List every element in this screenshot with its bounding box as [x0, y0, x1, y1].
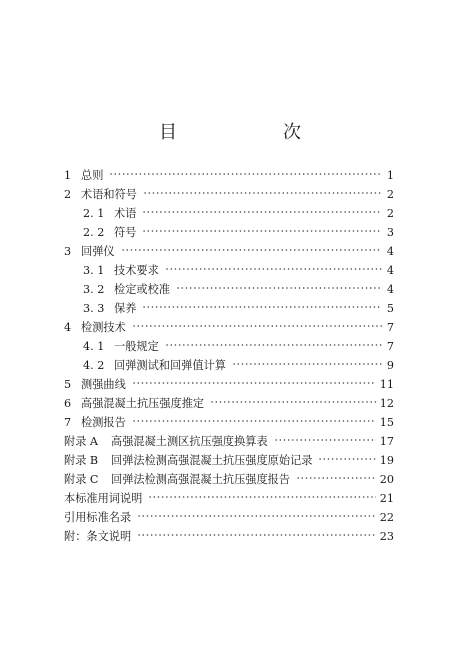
toc-entry[interactable] — [64, 413, 394, 432]
toc-entry[interactable] — [64, 489, 394, 508]
dot-leader — [121, 248, 382, 252]
page-title: 目 次 — [159, 122, 345, 143]
toc-entry-page-number: 12 — [379, 397, 394, 410]
toc-entry-page-number: 5 — [386, 302, 394, 315]
toc-entry-label: 高强混凝土抗压强度推定 — [81, 397, 205, 410]
toc-entry-number: 3. 2 — [83, 283, 105, 296]
dot-leader — [210, 400, 376, 404]
toc-entry-page-number: 19 — [379, 454, 394, 467]
toc-entry[interactable] — [64, 280, 394, 299]
table-of-contents — [64, 166, 394, 546]
toc-entry[interactable] — [64, 185, 394, 204]
toc-entry-page-number: 2 — [386, 207, 394, 220]
toc-entry-label: 总则 — [81, 169, 104, 182]
toc-entry-page-number: 4 — [386, 245, 394, 258]
toc-entry-number: 3. 3 — [83, 302, 105, 315]
toc-entry-label: 检测技术 — [81, 321, 126, 334]
toc-entry-label: 测强曲线 — [81, 378, 126, 391]
toc-entry-label: 回弹法检测高强混凝土抗压强度原始记录 — [111, 454, 313, 467]
toc-entry[interactable] — [64, 204, 394, 223]
toc-entry-label: 保养 — [114, 302, 137, 315]
toc-entry[interactable] — [64, 299, 394, 318]
toc-entry-label: 附：条文说明 — [64, 530, 132, 543]
toc-entry-page-number: 11 — [379, 378, 394, 391]
toc-entry-page-number: 4 — [386, 264, 394, 277]
toc-entry-page-number: 21 — [379, 492, 394, 505]
toc-entry-number: 1 — [64, 169, 72, 182]
dot-leader — [109, 172, 382, 176]
toc-entry-label: 回弹法检测高强混凝土抗压强度报告 — [111, 473, 291, 486]
dot-leader — [132, 419, 376, 423]
toc-entry-number: 2. 2 — [83, 226, 105, 239]
toc-entry[interactable] — [64, 470, 394, 489]
dot-leader — [232, 362, 382, 366]
toc-entry-page-number: 7 — [386, 340, 394, 353]
toc-entry-page-number: 23 — [379, 530, 394, 543]
toc-entry-number: 6 — [64, 397, 72, 410]
toc-entry-number: 3 — [64, 245, 72, 258]
toc-entry-label: 检测报告 — [81, 416, 126, 429]
dot-leader — [148, 495, 375, 499]
dot-leader — [318, 457, 375, 461]
toc-entry-number: 附录 C — [64, 473, 99, 486]
toc-entry-page-number: 17 — [379, 435, 394, 448]
toc-entry[interactable] — [64, 508, 394, 527]
toc-entry[interactable] — [64, 223, 394, 242]
toc-entry-number: 5 — [64, 378, 72, 391]
toc-entry[interactable] — [64, 242, 394, 261]
toc-entry[interactable] — [64, 261, 394, 280]
dot-leader — [137, 533, 376, 537]
toc-entry-number: 2. 1 — [83, 207, 105, 220]
toc-entry[interactable] — [64, 375, 394, 394]
toc-entry[interactable] — [64, 451, 394, 470]
toc-entry-label: 回弹测试和回弹值计算 — [114, 359, 226, 372]
toc-entry-page-number: 3 — [386, 226, 394, 239]
dot-leader — [132, 324, 382, 328]
toc-entry-number: 2 — [64, 188, 72, 201]
toc-entry[interactable] — [64, 394, 394, 413]
toc-entry[interactable] — [64, 356, 394, 375]
toc-entry-label: 高强混凝土测区抗压强度换算表 — [111, 435, 268, 448]
toc-entry-page-number: 7 — [386, 321, 394, 334]
toc-entry-label: 术语 — [114, 207, 137, 220]
dot-leader — [142, 229, 382, 233]
toc-entry-label: 引用标准名录 — [64, 511, 132, 524]
toc-entry[interactable] — [64, 318, 394, 337]
toc-entry-number: 4. 1 — [83, 340, 105, 353]
toc-entry-page-number: 22 — [379, 511, 394, 524]
toc-entry-label: 回弹仪 — [81, 245, 115, 258]
dot-leader — [165, 343, 382, 347]
toc-entry-page-number: 4 — [386, 283, 394, 296]
toc-entry-label: 检定或校准 — [114, 283, 170, 296]
toc-entry-number: 附录 B — [64, 454, 99, 467]
dot-leader — [137, 514, 376, 518]
toc-entry[interactable] — [64, 337, 394, 356]
dot-leader — [132, 381, 376, 385]
toc-entry-label: 本标准用词说明 — [64, 492, 143, 505]
toc-entry[interactable] — [64, 166, 394, 185]
toc-entry-number: 3. 1 — [83, 264, 105, 277]
toc-entry[interactable] — [64, 527, 394, 546]
dot-leader — [142, 210, 382, 214]
toc-entry-label: 一般规定 — [114, 340, 159, 353]
toc-entry-number: 7 — [64, 416, 72, 429]
toc-entry-number: 附录 A — [64, 435, 99, 448]
toc-entry-label: 技术要求 — [114, 264, 159, 277]
toc-entry-label: 术语和符号 — [81, 188, 137, 201]
toc-entry-number: 4. 2 — [83, 359, 105, 372]
toc-entry-label: 符号 — [114, 226, 137, 239]
dot-leader — [274, 438, 376, 442]
toc-entry-page-number: 2 — [386, 188, 394, 201]
dot-leader — [176, 286, 382, 290]
toc-entry-page-number: 20 — [379, 473, 394, 486]
dot-leader — [142, 305, 382, 309]
dot-leader — [165, 267, 382, 271]
toc-entry[interactable] — [64, 432, 394, 451]
toc-entry-number: 4 — [64, 321, 72, 334]
toc-entry-page-number: 1 — [386, 169, 394, 182]
dot-leader — [143, 191, 382, 195]
toc-entry-page-number: 9 — [386, 359, 394, 372]
dot-leader — [296, 476, 376, 480]
toc-entry-page-number: 15 — [379, 416, 394, 429]
